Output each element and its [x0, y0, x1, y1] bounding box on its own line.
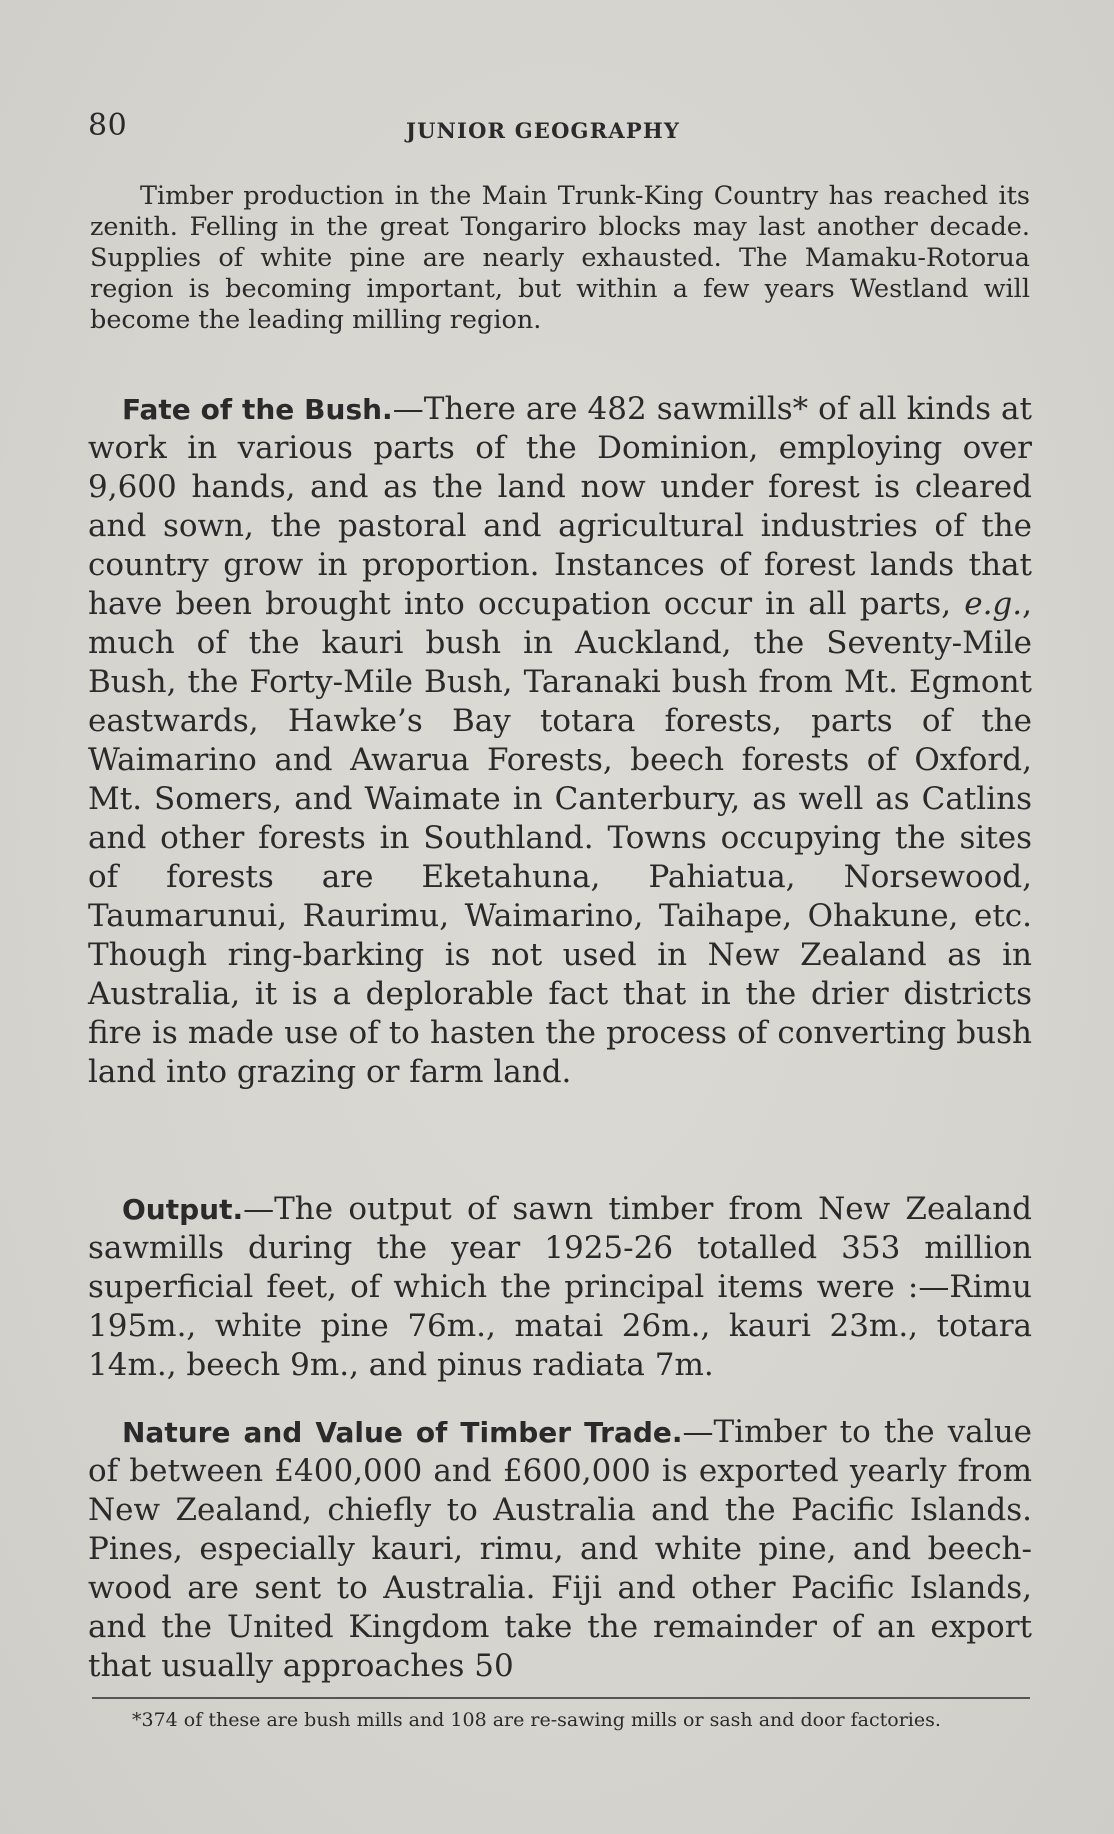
page-header	[88, 108, 1028, 148]
section-heading: Nature and Value of Timber Trade.	[122, 1416, 683, 1449]
intro-paragraph: Timber production in the Main Trunk-King Country has reached its zenith. Felling in the great Tongariro blocks may last another decade. Supplies of white pine are nearly exhausted. The Mamaku-Rotorua region is becoming important, but within a few years Westland will become the leading milling region.	[90, 181, 1030, 335]
page-number: 80	[88, 108, 128, 143]
section-heading: Output.	[122, 1193, 244, 1226]
section-fate-of-the-bush	[88, 390, 1032, 1092]
section-body: —Timber to the value of between £400,000 and £600,000 is exported yearly from New Zealand, chiefly to Australia and the Pacific Islands. Pines, especially kauri, rimu, and white pine, and beech-wood are sent to Australia. Fiji and other Pacific Islands, and the United Kingdom take the remainder of an export that usually approaches 50	[88, 1414, 1033, 1684]
running-title: JUNIOR GEOGRAPHY	[406, 118, 681, 143]
section-body: —There are 482 sawmills* of all kinds at work in various parts of the Dominion, employing over 9,600 hands, and as the land now under forest is cleared and sown, the pastoral and agricultural industries of the country grow in proportion. Instances of forest lands that have been brought into occupation occur in all parts,	[88, 391, 1032, 622]
section-timber-trade	[88, 1413, 1032, 1686]
section-body: —The output of sawn timber from New Zealand sawmills during the year 1925-26 totalled 353 million superficial feet, of which the principal items were :—Rimu 195m., white pine 76m., matai 26m., kauri 23m., totara 14m., beech 9m., and pinus radiata 7m.	[88, 1191, 1032, 1383]
section-output	[88, 1190, 1032, 1385]
section-body-italic: e.g.	[964, 586, 1023, 622]
footnote-divider	[92, 1697, 1030, 1699]
section-heading: Fate of the Bush.	[122, 393, 393, 426]
section-body: , much of the kauri bush in Auckland, the Seventy-Mile Bush, the Forty-Mile Bush, Taranaki bush from Mt. Egmont eastwards, Hawke’s Bay totara forests, parts of the Waimarino and Awarua Forests, beech forests of Oxford, Mt. Somers, and Waimate in Canterbury, as well as Catlins and other forests in Southland. Towns occupying the sites of forests are Eketahuna, Pahiatua, Norsewood, Taumarunui, Raurimu, Waimarino, Taihape, Ohakune, etc. Though ring-barking is not used in New Zealand as in Australia, it is a deplorable fact that in the drier districts fire is made use of to hasten the process of converting bush land into grazing or farm land.	[88, 586, 1032, 1090]
footnote: *374 of these are bush mills and 108 are re-sawing mills or sash and door factories.	[132, 1709, 941, 1731]
